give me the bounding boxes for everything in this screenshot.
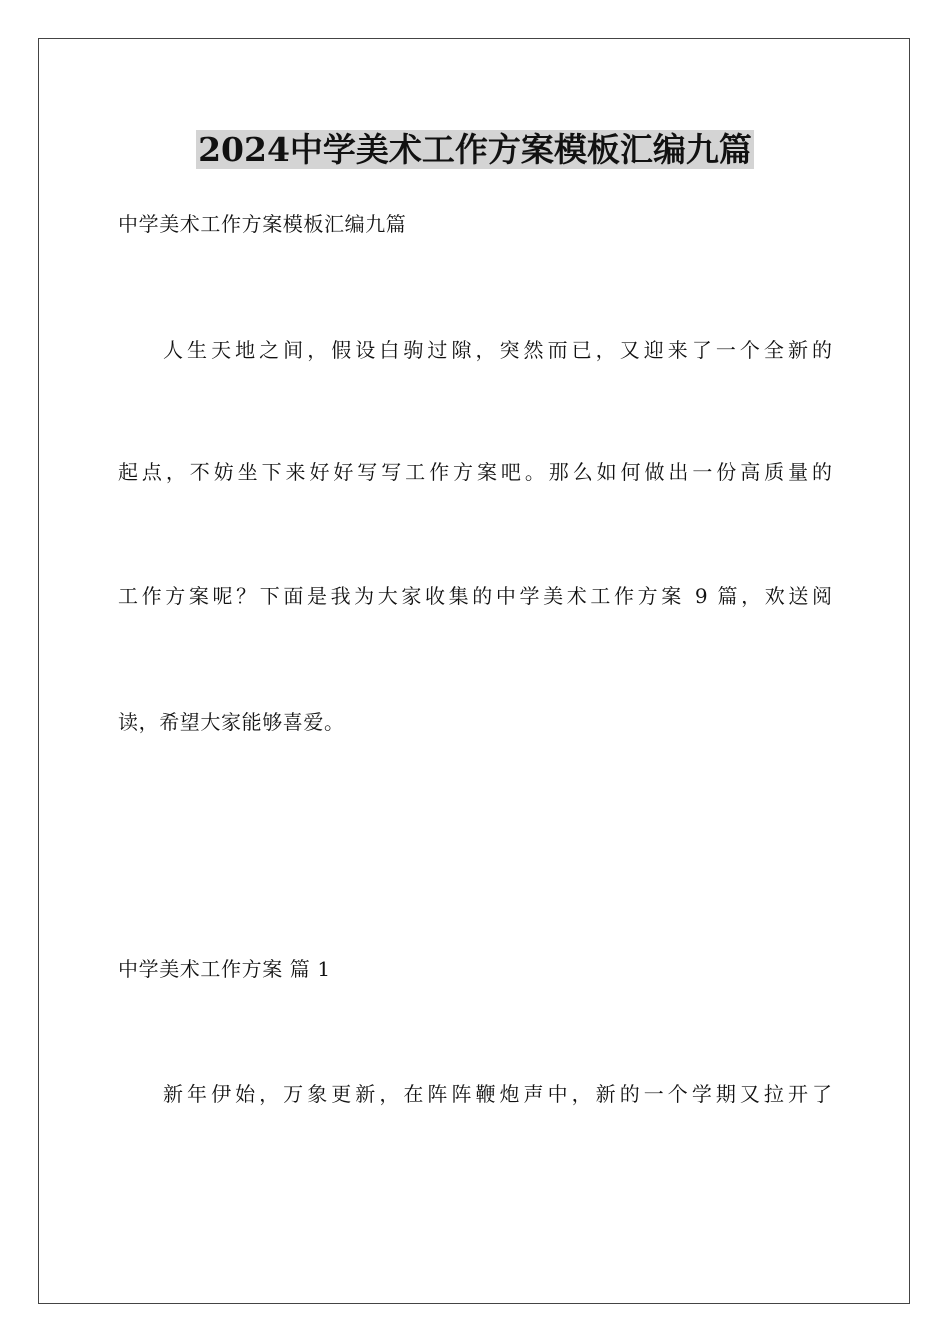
intro-paragraph-line-3: 工作方案呢？下面是我为大家收集的中学美术工作方案 9 篇，欢送阅: [118, 584, 832, 608]
section-paragraph-line-1: 新年伊始，万象更新，在阵阵鞭炮声中，新的一个学期又拉开了: [163, 1082, 832, 1106]
document-title-text: 2024中学美术工作方案模板汇编九篇: [198, 130, 752, 169]
document-title: [0, 128, 950, 172]
intro-paragraph-line-4: 读，希望大家能够喜爱。: [118, 710, 345, 734]
intro-paragraph-line-2: 起点，不妨坐下来好好写写工作方案吧。那么如何做出一份高质量的: [118, 460, 832, 484]
document-subtitle: 中学美术工作方案模板汇编九篇: [118, 212, 407, 236]
intro-paragraph-line-1: 人生天地之间，假设白驹过隙，突然而已，又迎来了一个全新的: [163, 338, 832, 362]
section-heading: 中学美术工作方案 篇 1: [118, 957, 331, 981]
